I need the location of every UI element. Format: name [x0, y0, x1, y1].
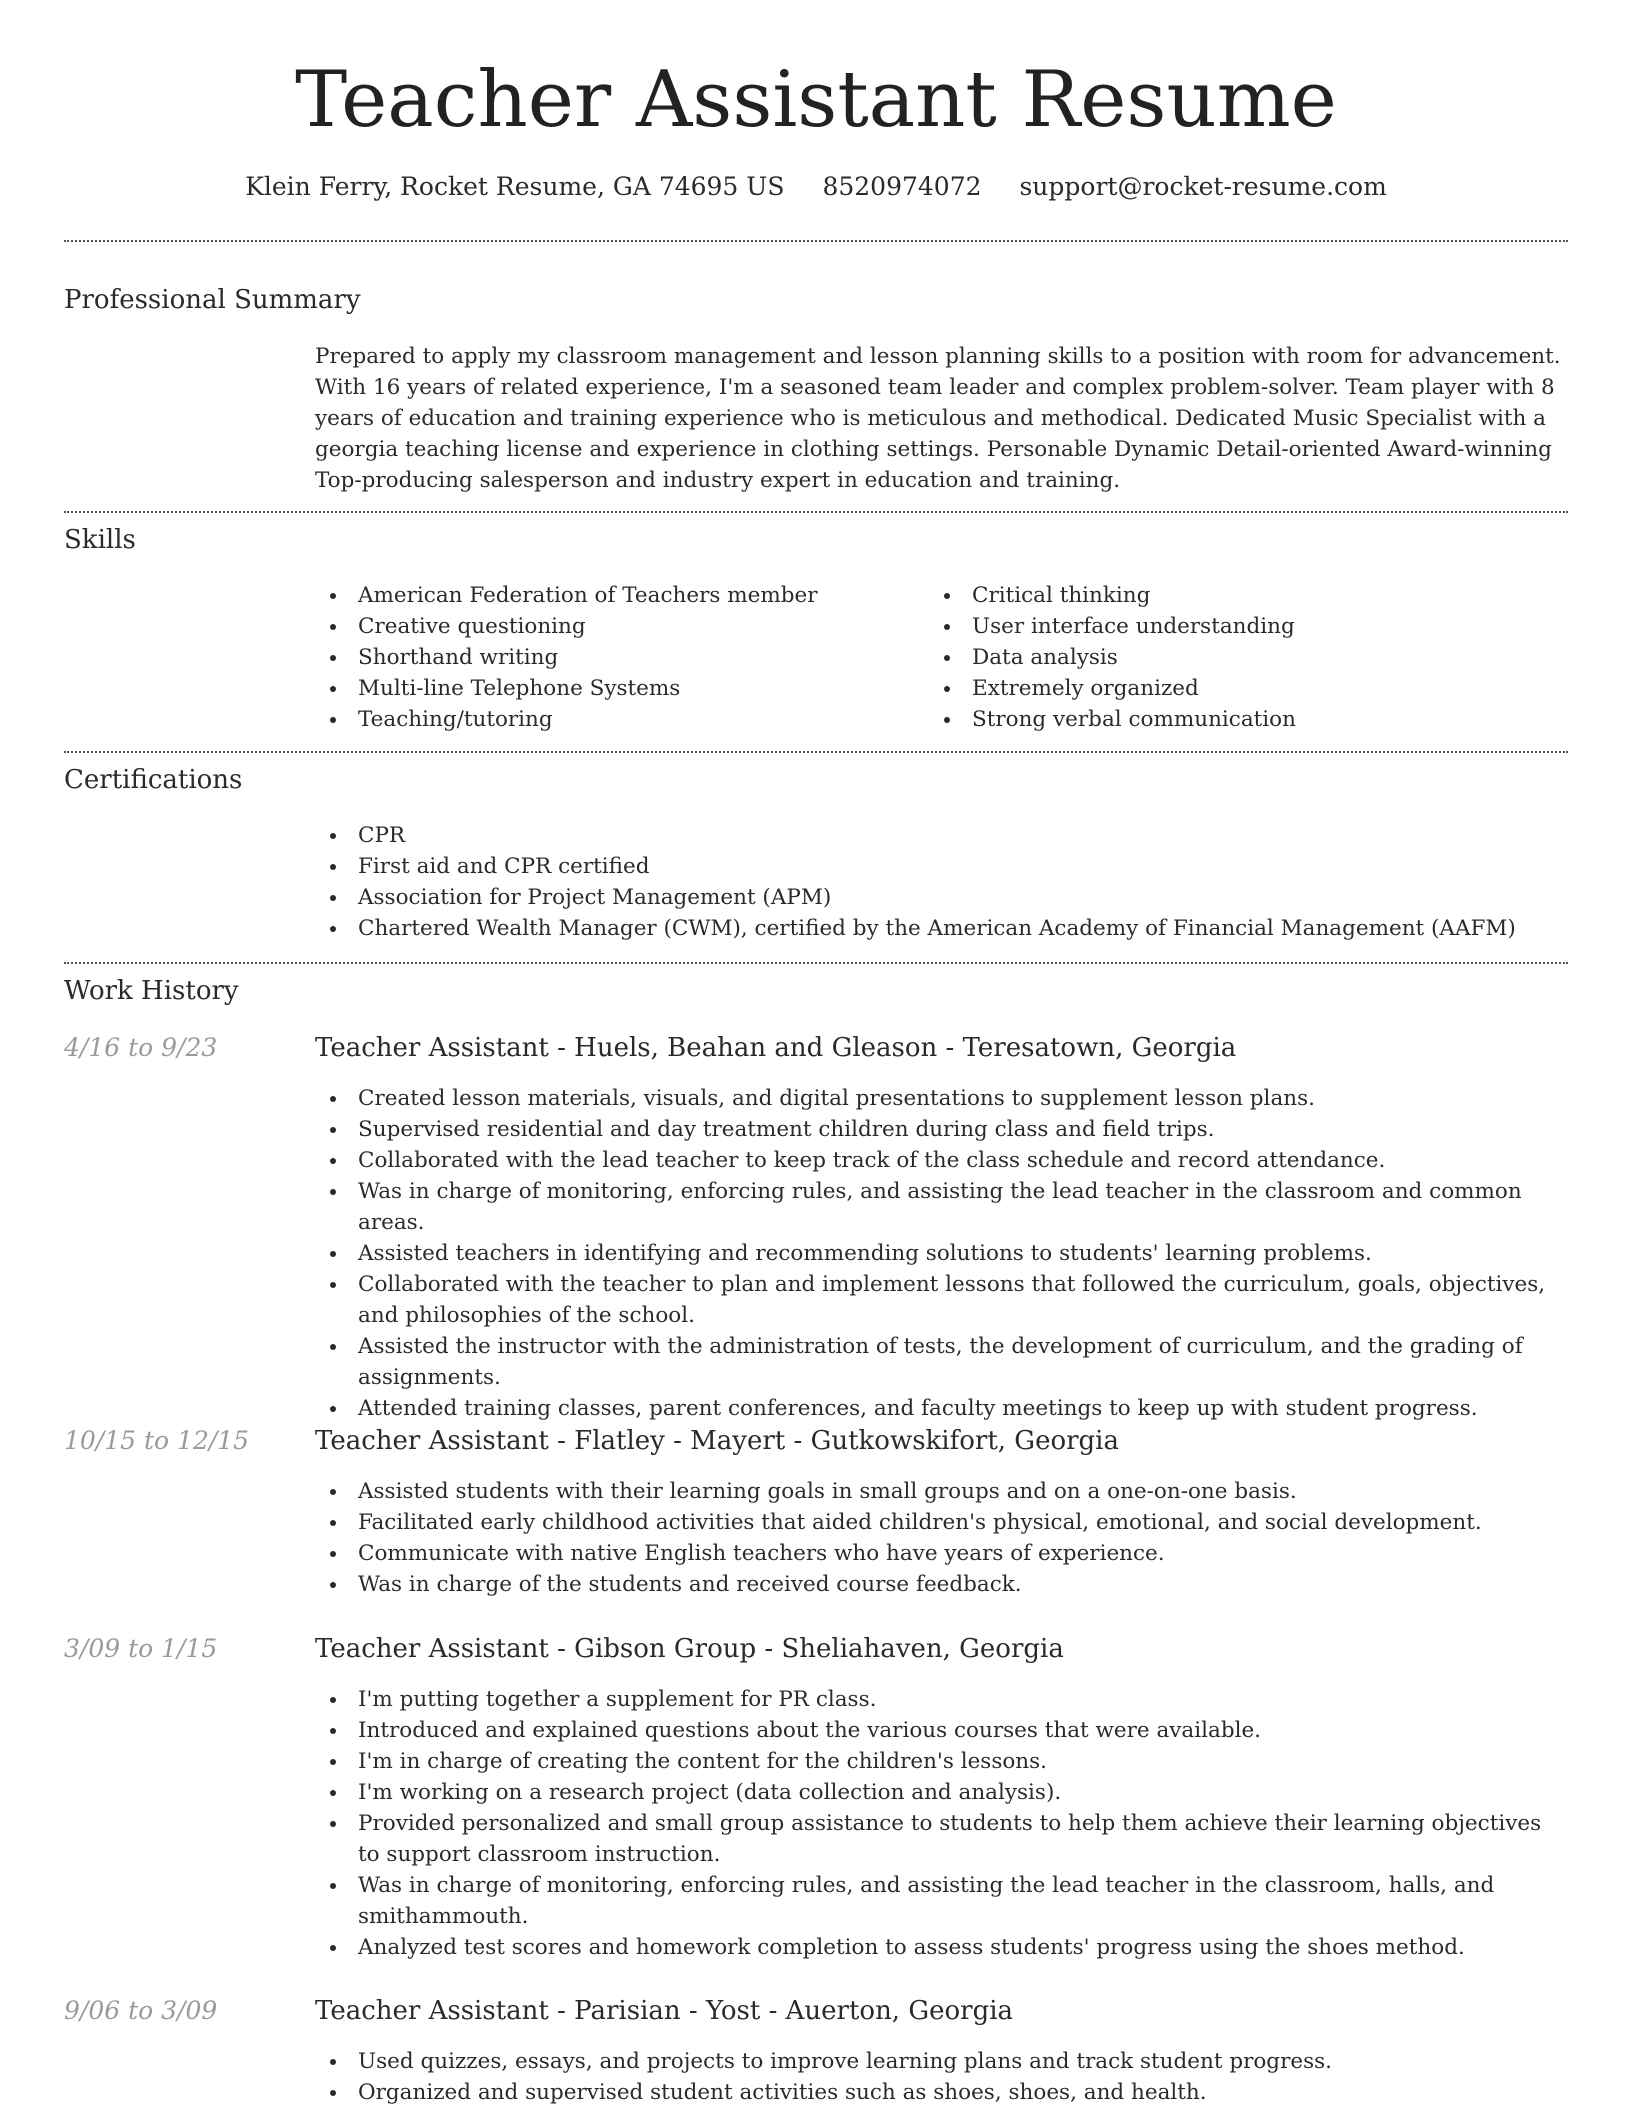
job-bullet: Supervised residential and day treatment children during class and field trips.	[315, 1114, 1567, 1145]
skill-item: Shorthand writing	[315, 642, 915, 673]
skill-item: Multi-line Telephone Systems	[315, 673, 915, 704]
job-bullet: Was in charge of monitoring, enforcing rules, and assisting the lead teacher in the classroom and common areas.	[315, 1176, 1567, 1238]
job-bullet: Assisted the instructor with the administration of tests, the development of curriculum, and the grading of assignments.	[315, 1331, 1567, 1393]
job-title: Teacher Assistant - Parisian - Yost - Auerton, Georgia	[315, 1996, 1014, 2026]
section-divider	[64, 962, 1568, 964]
certification-item: CPR	[315, 820, 1567, 851]
skill-item: Data analysis	[929, 642, 1549, 673]
contact-line	[0, 170, 1632, 204]
work-history-heading: Work History	[64, 976, 239, 1006]
job-bullets	[315, 1684, 1567, 1963]
job-bullets	[315, 1083, 1567, 1424]
job-bullet: Used quizzes, essays, and projects to improve learning plans and track student progress.	[315, 2046, 1567, 2077]
contact-address: Klein Ferry, Rocket Resume, GA 74695 US	[245, 172, 785, 201]
job-dates: 4/16 to 9/23	[64, 1033, 218, 1062]
job-bullet: Analyzed test scores and homework completion to assess students' progress using the shoes method.	[315, 1932, 1567, 1963]
job-bullet: I'm in charge of creating the content for the children's lessons.	[315, 1746, 1567, 1777]
job-bullet: Organized and supervised student activities such as shoes, shoes, and health.	[315, 2077, 1567, 2108]
skill-item: Extremely organized	[929, 673, 1549, 704]
skills-heading: Skills	[64, 525, 136, 555]
job-bullet: Assisted students with their learning goals in small groups and on a one-on-one basis.	[315, 1476, 1567, 1507]
skill-item: Teaching/tutoring	[315, 704, 915, 735]
summary-heading: Professional Summary	[64, 285, 361, 315]
contact-email: support@rocket-resume.com	[1019, 172, 1387, 201]
job-bullet: Introduced and explained questions about the various courses that were available.	[315, 1715, 1567, 1746]
summary-text: Prepared to apply my classroom management and lesson planning skills to a position with room for advancement. With 16 years of related experience, I'm a seasoned team leader and complex problem-solver. Team player with 8 years of education and training experience who is meticulous and methodical. Dedicated Music Specialist with a georgia teaching license and experience in clothing settings. Personable Dynamic Detail-oriented Award-winning Top-producing salesperson and industry expert in education and training.	[315, 344, 1561, 493]
job-bullet: Communicate with native English teachers who have years of experience.	[315, 1538, 1567, 1569]
job-bullet: Attended training classes, parent conferences, and faculty meetings to keep up with student progress.	[315, 1393, 1567, 1424]
job-dates: 3/09 to 1/15	[64, 1634, 218, 1663]
resume-title: Teacher Assistant Resume	[295, 55, 1337, 145]
job-bullets	[315, 2046, 1567, 2108]
skills-list-right	[929, 580, 1549, 735]
job-title: Teacher Assistant - Huels, Beahan and Gleason - Teresatown, Georgia	[315, 1033, 1237, 1063]
job-bullet: I'm working on a research project (data collection and analysis).	[315, 1777, 1567, 1808]
job-bullet: Was in charge of the students and received course feedback.	[315, 1569, 1567, 1600]
job-bullet: Was in charge of monitoring, enforcing rules, and assisting the lead teacher in the classroom, halls, and smithammouth.	[315, 1870, 1567, 1932]
certifications-list	[315, 820, 1567, 944]
skill-item: Creative questioning	[315, 611, 915, 642]
section-divider	[64, 511, 1568, 513]
job-bullet: I'm putting together a supplement for PR class.	[315, 1684, 1567, 1715]
certification-item: Association for Project Management (APM)	[315, 882, 1567, 913]
skill-item: User interface understanding	[929, 611, 1549, 642]
job-bullet: Assisted teachers in identifying and recommending solutions to students' learning problems.	[315, 1238, 1567, 1269]
job-bullet: Provided personalized and small group assistance to students to help them achieve their learning objectives to support classroom instruction.	[315, 1808, 1567, 1870]
skills-list-left	[315, 580, 915, 735]
section-divider	[64, 751, 1568, 753]
job-bullet: Facilitated early childhood activities that aided children's physical, emotional, and social development.	[315, 1507, 1567, 1538]
job-dates: 10/15 to 12/15	[64, 1426, 250, 1455]
skill-item: American Federation of Teachers member	[315, 580, 915, 611]
section-divider	[64, 240, 1568, 242]
skill-item: Critical thinking	[929, 580, 1549, 611]
job-bullet: Collaborated with the lead teacher to keep track of the class schedule and record attendance.	[315, 1145, 1567, 1176]
job-title: Teacher Assistant - Flatley - Mayert - Gutkowskifort, Georgia	[315, 1426, 1119, 1456]
certification-item: Chartered Wealth Manager (CWM), certified by the American Academy of Financial Management (AAFM)	[315, 913, 1567, 944]
skill-item: Strong verbal communication	[929, 704, 1549, 735]
job-bullet: Created lesson materials, visuals, and digital presentations to supplement lesson plans.	[315, 1083, 1567, 1114]
job-title: Teacher Assistant - Gibson Group - Sheliahaven, Georgia	[315, 1634, 1064, 1664]
certifications-heading: Certifications	[64, 765, 243, 795]
certification-item: First aid and CPR certified	[315, 851, 1567, 882]
job-bullets	[315, 1476, 1567, 1600]
contact-phone: 8520974072	[822, 172, 982, 201]
job-bullet: Collaborated with the teacher to plan and implement lessons that followed the curriculum, goals, objectives, and philosophies of the school.	[315, 1269, 1567, 1331]
job-dates: 9/06 to 3/09	[64, 1996, 218, 2025]
